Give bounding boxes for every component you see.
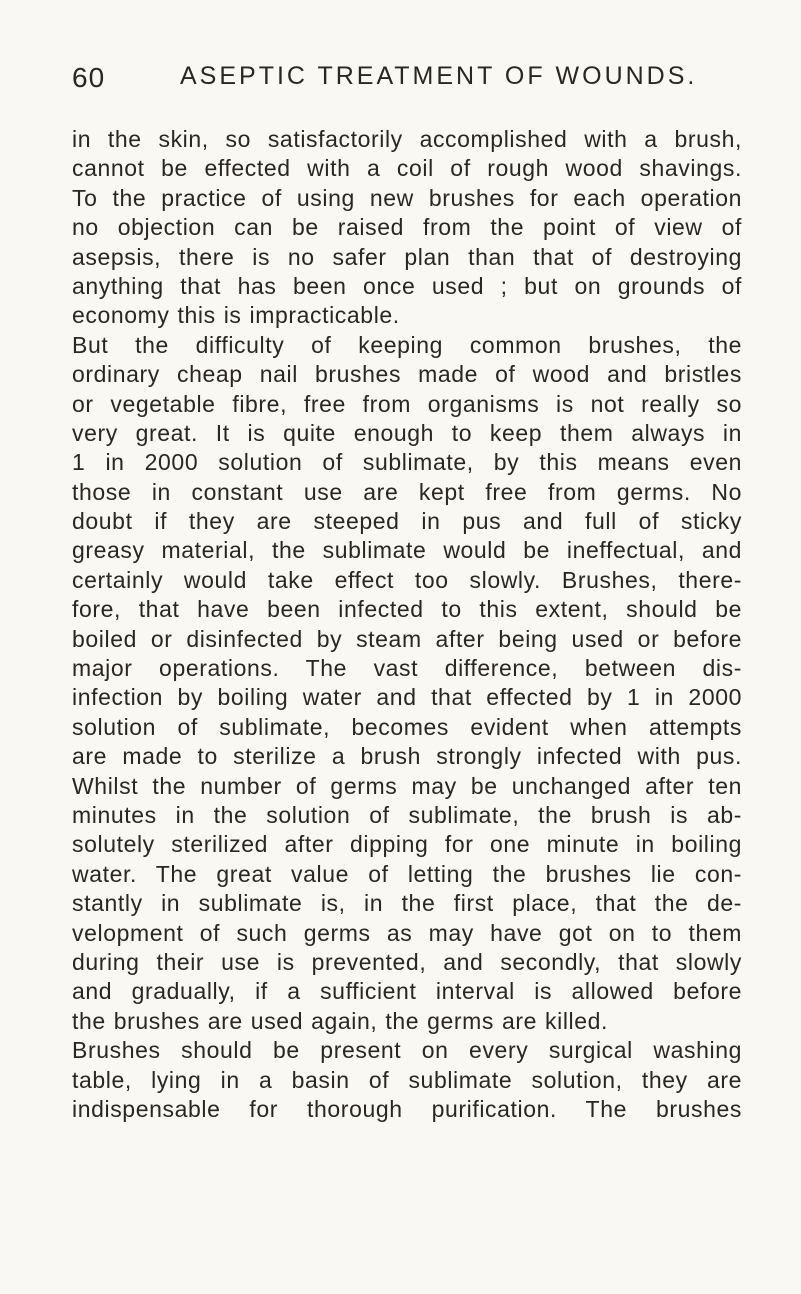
text-line: stantly in sublimate is, in the first place, that the de-	[72, 890, 742, 917]
text-line: major operations. The vast difference, between dis-	[72, 655, 742, 682]
text-line: those in constant use are kept free from germs. No	[72, 478, 742, 505]
text-line: anything that has been once used ; but on grounds of	[72, 272, 742, 299]
text-line: asepsis, there is no safer plan than that of destroying	[72, 243, 742, 270]
body-text	[72, 125, 742, 1124]
text-line: minutes in the solution of sublimate, the brush is ab-	[72, 801, 742, 828]
text-line: velopment of such germs as may have got on to them	[72, 919, 742, 946]
text-line: 1 in 2000 solution of sublimate, by this means even	[72, 449, 742, 476]
text-line: during their use is prevented, and secondly, that slowly	[72, 948, 742, 975]
text-line: cannot be effected with a coil of rough wood shavings.	[72, 155, 742, 182]
text-line: greasy material, the sublimate would be ineffectual, and	[72, 537, 742, 564]
text-line: no objection can be raised from the point of view of	[72, 214, 742, 241]
text-line: are made to sterilize a brush strongly infected with pus.	[72, 743, 742, 770]
page-header	[72, 62, 752, 102]
page-number: 60	[72, 62, 106, 93]
text-line: Whilst the number of germs may be unchanged after ten	[72, 772, 742, 799]
text-line: ordinary cheap nail brushes made of wood and bristles	[72, 361, 742, 388]
text-line: water. The great value of letting the brushes lie con-	[72, 860, 742, 887]
text-line: fore, that have been infected to this extent, should be	[72, 596, 742, 623]
text-line: economy this is impracticable.	[72, 302, 400, 329]
text-line: To the practice of using new brushes for each operation	[72, 184, 742, 211]
text-line: Brushes should be present on every surgical washing	[72, 1037, 742, 1064]
text-line: infection by boiling water and that effected by 1 in 2000	[72, 684, 742, 711]
running-head: ASEPTIC TREATMENT OF WOUNDS.	[180, 62, 698, 90]
text-line: doubt if they are steeped in pus and full of sticky	[72, 508, 742, 535]
text-line: and gradually, if a sufficient interval is allowed before	[72, 978, 742, 1005]
text-line: very great. It is quite enough to keep them always in	[72, 419, 742, 446]
text-line: table, lying in a basin of sublimate solution, they are	[72, 1066, 742, 1093]
text-line: But the difficulty of keeping common brushes, the	[72, 331, 742, 358]
text-line: in the skin, so satisfactorily accomplished with a brush,	[72, 126, 742, 152]
text-line: certainly would take effect too slowly. Brushes, there-	[72, 566, 742, 593]
text-line: indispensable for thorough purification. The brushes	[72, 1095, 742, 1122]
text-line: solutely sterilized after dipping for one minute in boiling	[72, 831, 742, 858]
text-line: or vegetable fibre, free from organisms is not really so	[72, 390, 742, 417]
text-line: the brushes are used again, the germs are killed.	[72, 1007, 609, 1034]
text-line: solution of sublimate, becomes evident when attempts	[72, 713, 742, 740]
text-line: boiled or disinfected by steam after being used or before	[72, 625, 742, 652]
